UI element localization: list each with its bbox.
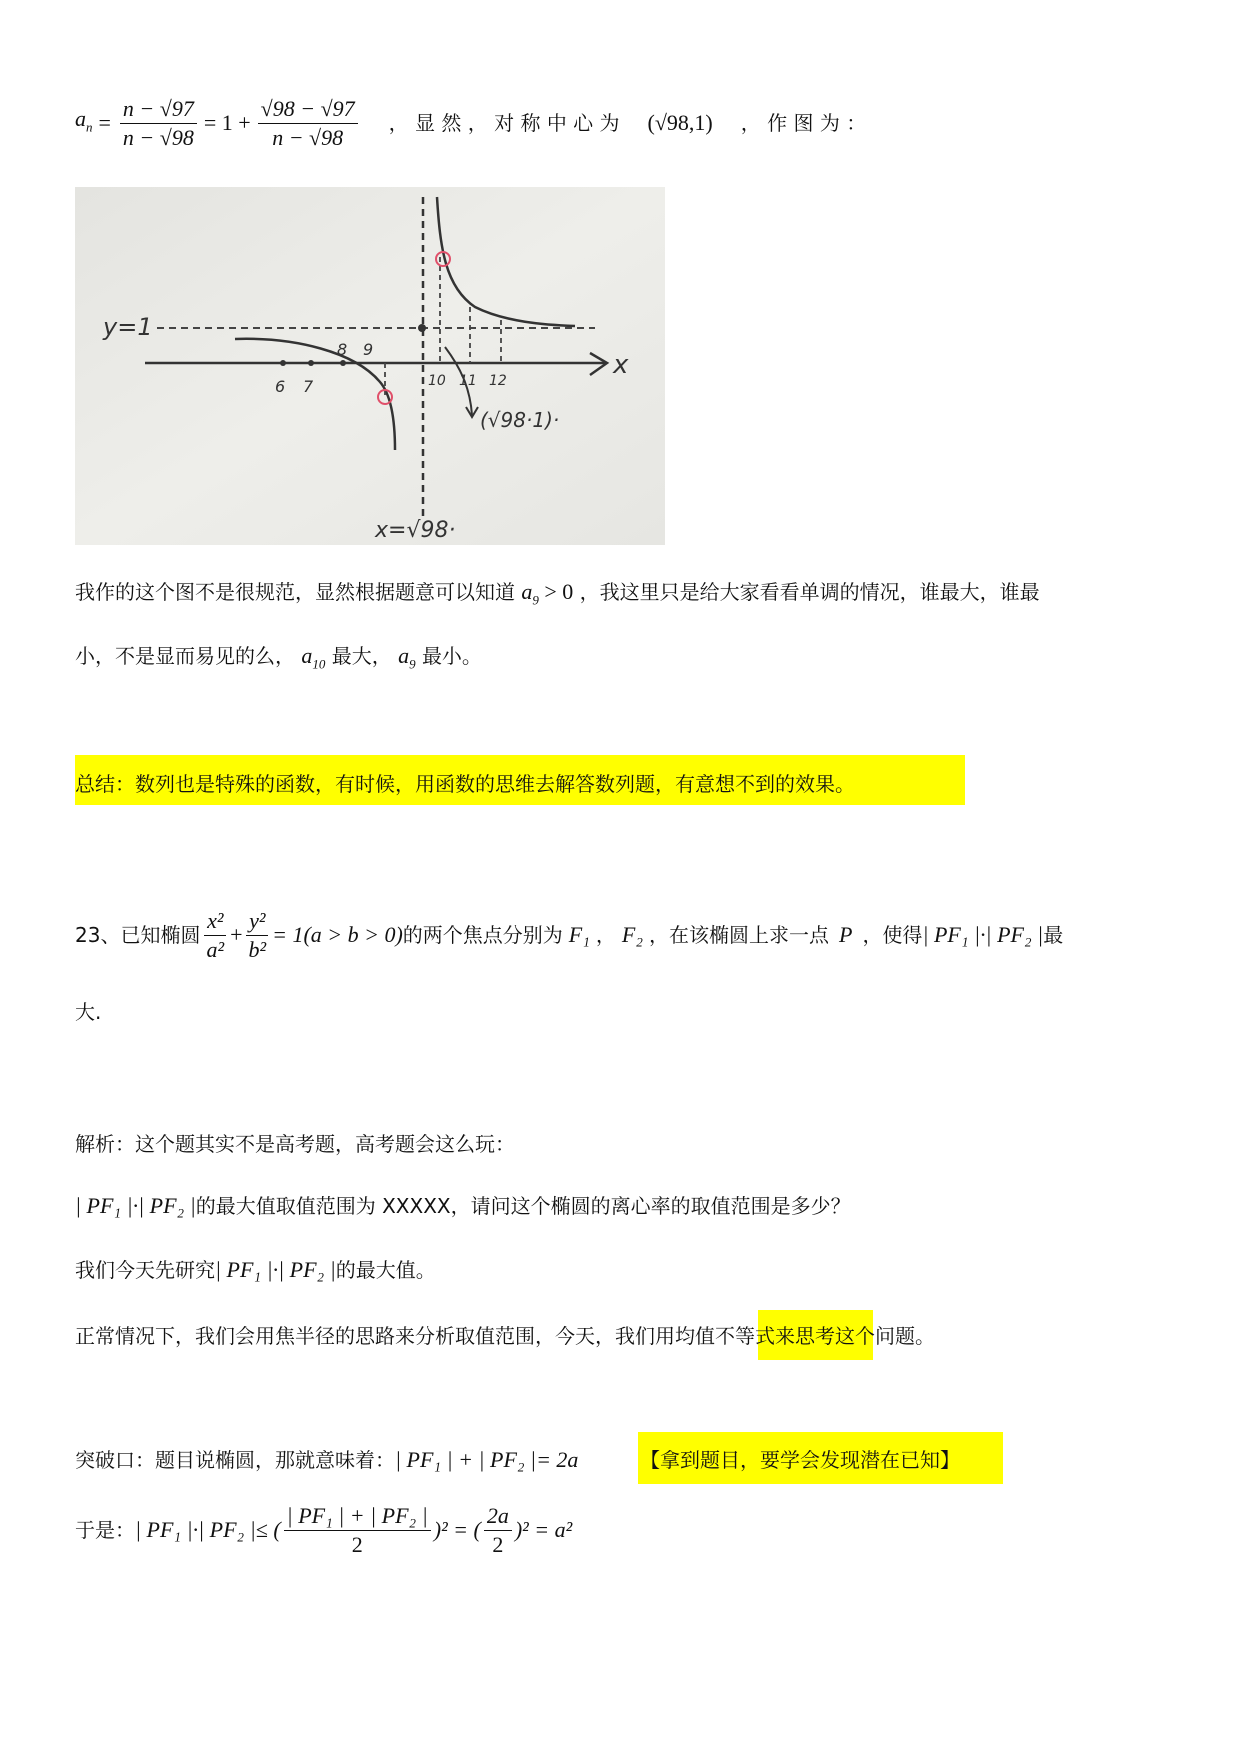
amgm-frac-2-den: 2	[492, 1531, 504, 1557]
breakthrough-line-1	[75, 1446, 960, 1474]
problem-text-4: 最	[1043, 923, 1064, 947]
product-expression-3: | PF₁ |·| PF₂ |	[215, 1257, 336, 1282]
frac-y-den: b²	[248, 936, 267, 962]
frac1-den: n − √98	[122, 124, 194, 150]
frac-x-den: a²	[206, 936, 225, 962]
p1-text-2: ，我这里只是给大家看看单调的情况，谁最大，谁最	[579, 580, 1040, 604]
product-expression: | PF₁ |·| PF₂ |	[922, 922, 1044, 947]
a9-symbol-2: $a_9$	[398, 643, 416, 672]
problem-23-line-1	[75, 905, 1063, 965]
graph-photo	[75, 187, 665, 545]
frac-x-num: x²	[204, 907, 226, 936]
breakthrough-line-2	[75, 1500, 572, 1560]
product-expression-2: | PF₁ |·| PF₂ |	[75, 1193, 196, 1218]
graph-drawing	[75, 187, 665, 545]
gt-zero: > 0	[538, 579, 574, 604]
breakthrough-note: 【拿到题目，要学会发现潜在已知】	[640, 1448, 960, 1472]
amgm-lhs: | PF₁ |·| PF₂ |≤ (	[135, 1517, 281, 1542]
frac2-den: n − √98	[272, 124, 344, 150]
symmetry-center: (√98,1)	[647, 110, 713, 135]
frac1-num: n − √97	[120, 95, 197, 124]
amgm-frac-2-num: 2a	[484, 1502, 512, 1531]
frac-x	[203, 907, 227, 964]
therefore-label: 于是：	[75, 1518, 135, 1542]
problem-number: 23、已知椭圆	[75, 923, 201, 947]
frac-y-num: y²	[246, 907, 268, 936]
an-symbol: $a_n$	[75, 105, 93, 135]
draw-text: ， 作 图 为 ：	[740, 111, 867, 135]
plus: +	[230, 922, 243, 947]
amgm-frac-1-num: | PF₁ | + | PF₂ |	[284, 1502, 431, 1531]
tick-6: 6	[275, 377, 286, 396]
amgm-frac-1	[284, 1502, 431, 1559]
analysis-line-3	[75, 1256, 436, 1284]
fraction-1	[120, 95, 197, 152]
p1-text-1: 我作的这个图不是很规范，显然根据题意可以知道	[75, 580, 515, 604]
p1-text-3: 小，不是显而易见的么，	[75, 644, 295, 668]
label-x: x	[613, 350, 629, 380]
label-x-asymptote: x=√98·	[375, 518, 456, 543]
p1-text-4: 最大，	[331, 644, 392, 668]
amgm-mid: )² = (	[433, 1517, 481, 1542]
f1-symbol: F₁	[568, 922, 590, 947]
p1-text-5: 最小。	[421, 644, 482, 668]
paragraph-1-line-2	[75, 642, 482, 678]
amgm-result: )² = a²	[514, 1517, 573, 1542]
equals-one-plus: = 1 +	[203, 110, 251, 135]
a10-symbol: $a_{10}$	[301, 643, 326, 672]
fraction-2	[258, 95, 358, 152]
f2-symbol: F₂	[621, 922, 643, 947]
analysis-text-4b: 来思考这个问题。	[775, 1324, 935, 1348]
analysis-text-4a: 正常情况下，我们会用焦半径的思路来分析取值范围，今天，我们用	[75, 1324, 675, 1348]
problem-text-3: ，使得	[862, 923, 923, 947]
summary: 总结：数列也是特殊的函数，有时候，用函数的思维去解答数列题，有意想不到的效果。	[75, 772, 855, 796]
problem-text-2: ，在该椭圆上求一点	[648, 923, 829, 947]
p-symbol: P	[838, 922, 853, 947]
analysis-line-4	[75, 1322, 935, 1350]
tick-10: 10	[428, 373, 446, 389]
amgm-frac-1-den: 2	[351, 1531, 363, 1557]
label-center: (√98·1)·	[480, 408, 560, 432]
problem-text-1: 的两个焦点分别为	[402, 923, 563, 947]
analysis-line-1: 解析：这个题其实不是高考题，高考题会这么玩：	[75, 1132, 515, 1156]
ellipse-condition: = 1(a > b > 0)	[272, 922, 403, 947]
label-y1: y=1	[103, 313, 153, 341]
separator: ，	[595, 923, 616, 947]
formula-line	[75, 88, 866, 158]
paragraph-1-line-1	[75, 578, 1040, 614]
equals: =	[98, 110, 111, 135]
amgm-frac-2	[484, 1502, 512, 1559]
breakthrough-label: 突破口：题目说椭圆，那就意味着：	[75, 1448, 395, 1472]
analysis-text-3b: 的最大值。	[335, 1258, 436, 1282]
a9-symbol: $a_9$	[521, 579, 539, 608]
frac2-num: √98 − √97	[258, 95, 358, 124]
analysis-text-3: 我们今天先研究	[75, 1258, 215, 1282]
tick-7: 7	[303, 377, 314, 396]
tick-12: 12	[489, 373, 507, 389]
analysis-line-2	[75, 1192, 851, 1220]
tick-11: 11	[459, 373, 477, 389]
focal-sum: | PF₁ | + | PF₂ |= 2a	[395, 1447, 579, 1472]
symmetry-text: ， 显 然 ， 对 称 中 心 为	[388, 111, 620, 135]
tick-9: 9	[363, 340, 374, 359]
frac-y	[245, 907, 269, 964]
analysis-text-2: 的最大值取值范围为 XXXXX，请问这个椭圆的离心率的取值范围是多少？	[195, 1194, 851, 1218]
highlight-am-gm: 均值不等式	[675, 1324, 775, 1348]
tick-8: 8	[337, 340, 348, 359]
problem-23-line-2: 大.	[75, 1000, 102, 1024]
